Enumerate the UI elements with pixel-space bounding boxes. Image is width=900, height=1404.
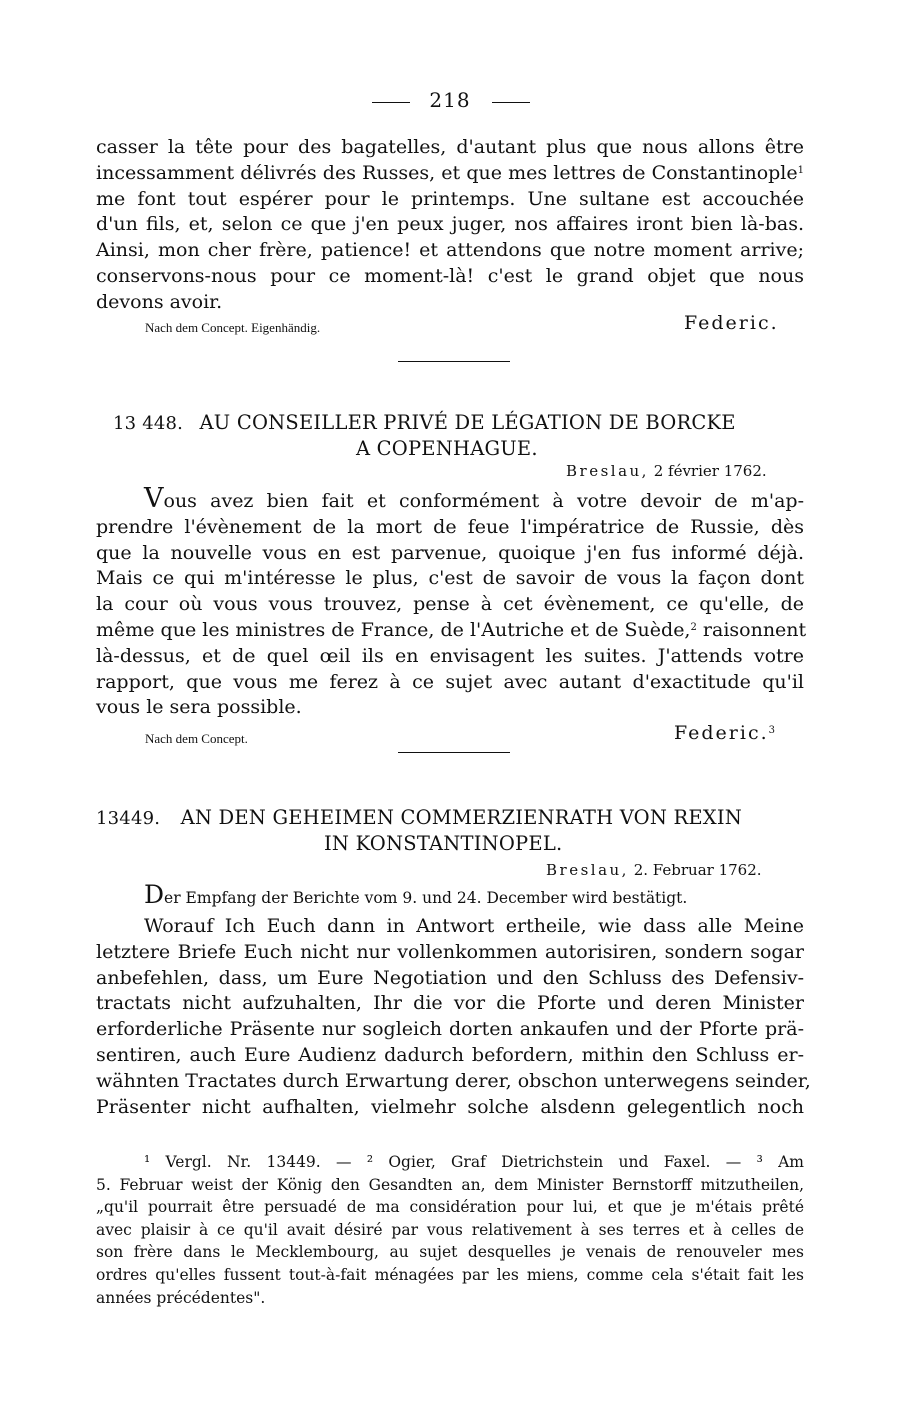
footnote-marker: 3 — [768, 725, 778, 736]
footnote-marker: 1 — [797, 164, 804, 176]
letter-body — [96, 483, 807, 721]
letter-number: 13449. — [96, 808, 161, 829]
source-note: Nach dem Concept. — [145, 731, 248, 746]
carryover-line: Ainsi, mon cher frère, patience! et attendons que notre moment arrive; — [96, 239, 804, 262]
body-line: prendre l'évènement de la mort de feue l'impératrice de Russie, dès — [96, 515, 804, 538]
carryover-line: me font tout espérer pour le printemps. Une sultane est accouchée — [96, 187, 804, 210]
footnote-line: „qu'il pourrait être persuadé de ma considération pour lui, et que je m'étais prêté — [96, 1198, 804, 1217]
carryover-line: devons avoir. — [96, 290, 223, 313]
page-number: 218 — [429, 88, 471, 112]
body-line: sentiren, auch Eure Audienz dadurch befordern, mithin den Schluss er- — [96, 1043, 804, 1066]
dateline — [566, 462, 767, 480]
letter-body — [96, 914, 811, 1120]
source-note: Nach dem Concept. Eigenhändig. — [145, 320, 321, 335]
date-text: 2. Februar 1762. — [633, 861, 762, 879]
body-line: que la nouvelle vous en est parvenue, quoique j'en fus informé déjà. — [96, 541, 804, 564]
body-line: letztere Briefe Euch nicht nur vollenkommen autorisiren, sondern sogar — [96, 940, 804, 963]
carryover-line: conservons-nous pour ce moment-là! c'est le grand objet que nous — [96, 264, 804, 287]
signature: Federic.$^3$ — [674, 722, 778, 744]
date-place: Breslau, — [566, 462, 649, 480]
body-line: Vous avez bien fait et conformément à votre devoir de m'ap- — [144, 483, 804, 514]
body-line: rapport, que vous me ferez à ce sujet avec autant d'exactitude qu'il — [96, 670, 804, 693]
footnote-line: années précédentes". — [96, 1288, 266, 1307]
header-rule-right — [492, 102, 530, 103]
body-line: Worauf Ich Euch dann in Antwort ertheile, wie dass alle Meine — [144, 915, 804, 937]
carryover-paragraph — [96, 135, 804, 316]
section-divider — [398, 361, 510, 362]
footnote-marker: 2 — [690, 621, 697, 633]
footnote-line: avec plaisir à ce qu'il avait désiré par vous relativement à ses terres et à celles de — [96, 1220, 804, 1239]
letter-heading — [96, 806, 742, 829]
body-line: wähnten Tractates durch Erwartung derer, obschon unterwegens seinder, — [96, 1069, 811, 1092]
body-line: la cour où vous vous trouvez, pense à cet évènement, ce qu'elle, de — [96, 593, 804, 616]
heading-text: AN DEN GEHEIMEN COMMERZIENRATH VON REXIN — [180, 806, 743, 829]
footnote-line: son frère dans le Mecklembourg, au sujet desquelles je venais de renouveler mes — [96, 1243, 804, 1262]
summary-line: Der Empfang der Berichte vom 9. und 24. December wird bestätigt. — [144, 880, 688, 909]
initial-letter: V — [144, 483, 164, 514]
body-line: erforderliche Präsente nur sogleich dorten ankaufen und der Pforte prä- — [96, 1018, 804, 1041]
heading-text: AU CONSEILLER PRIVÉ DE LÉGATION DE BORCKE — [199, 411, 736, 434]
date-place: Breslau, — [546, 861, 629, 879]
carryover-line: d'un fils, et, selon ce que j'en peux juger, nos affaires iront bien là-bas. — [96, 213, 804, 236]
body-line: anbefehlen, dass, um Eure Negotiation und den Schluss des Defensiv- — [96, 966, 804, 989]
footnote-line: 5. Februar weist der König den Gesandten an, dem Minister Bernstorff mitzutheilen, — [96, 1175, 804, 1194]
footnotes — [96, 1151, 804, 1309]
dateline — [546, 861, 762, 879]
carryover-line: incessamment délivrés des Russes, et que mes lettres de Constantinople$^1$ — [96, 161, 804, 184]
footnote-line: ordres qu'elles fussent tout-à-fait ménagées par les miens, comme cela s'était fait les — [96, 1265, 804, 1284]
letter-heading-line-2: A COPENHAGUE. — [356, 437, 538, 460]
letter-heading-line-2: IN KONSTANTINOPEL. — [324, 832, 563, 855]
body-line: tractats nicht aufzuhalten, Ihr die vor die Pforte und deren Minister — [96, 992, 804, 1015]
body-line: là-dessus, et de quel œil ils en envisagent les suites. J'attends votre — [96, 644, 804, 667]
body-line: vous le sera possible. — [96, 696, 302, 719]
letter-heading — [113, 411, 736, 434]
section-divider — [398, 752, 510, 753]
initial-letter: D — [144, 880, 165, 909]
date-text: 2 février 1762. — [653, 462, 767, 480]
header-rule-left — [372, 102, 410, 103]
footnote-line: ¹ Vergl. Nr. 13449. — ² Ogier, Graf Dietrichstein und Faxel. — ³ Am — [144, 1153, 804, 1171]
letter-number: 13 448. — [113, 413, 184, 434]
body-line: même que les ministres de France, de l'Autriche et de Suède,$^2$ raisonnent — [96, 618, 807, 641]
body-line: Präsenter nicht aufhalten, vielmehr solche alsdenn gelegentlich noch — [96, 1095, 804, 1118]
body-line: Mais ce qui m'intéresse le plus, c'est de savoir de vous la façon dont — [96, 567, 804, 590]
signature: Federic. — [684, 312, 779, 334]
carryover-line: casser la tête pour des bagatelles, d'autant plus que nous allons être — [96, 136, 804, 158]
